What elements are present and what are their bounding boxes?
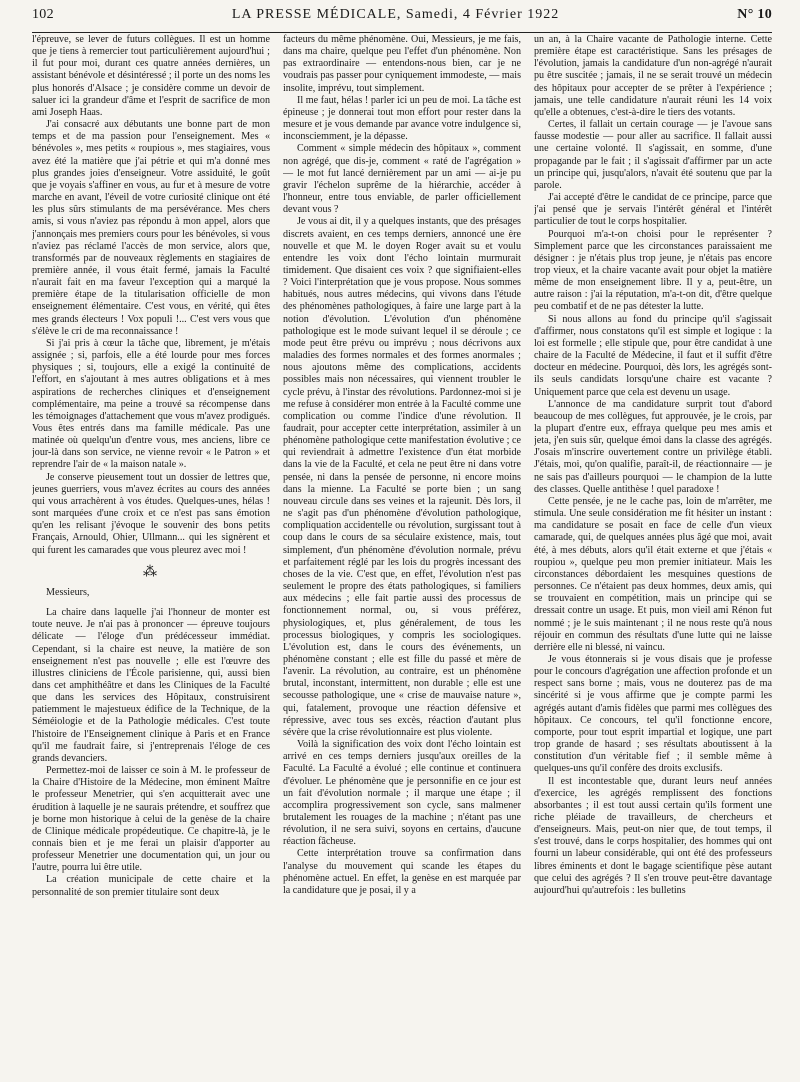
paragraph: Il est incontestable que, durant leurs neuf années d'exercice, les agrégés remplissent des fonctions absorbantes ; il est tout aussi certain qu'ils forment une riche pléiade de travailleurs, de chercheurs et d'enseigneurs. Mais, peut-on nier que, de tout temps, il s'est trouvé, dans le corps hospitalier, des hommes qui ont fourni un labeur considérable, qui ont été des professeurs libres éminents et dont le bagage scientifique pèse autant que celui des agrégés ? Il s'en trouve peut-être davantage aujourd'hui qu'autrefois : les bulletins [534,775,772,896]
paragraph: Cette interprétation trouve sa confirmation dans l'analyse du mouvement qui scande les étapes du phénomène actuel. En effet, la genèse en est marquée par la candidature que je posai, il y a [283,848,521,896]
paragraph: J'ai consacré aux débutants une bonne part de mon temps et de ma passion pour l'enseignement. Mes « bénévoles », mes petits « roupious », mes stagiaires, vous avez été la matière que j'ai pétrie et qui m'a donné mes plus grandes joies d'enseigneur. Votre assiduité, le goût que je voyais s'affiner en vous, au fur et à mesure de votre marche en avant, l'éveil de votre curiosité clinique ont été les plus sûrs stimulants de ma persévérance. Mes chers amis, si vous n'aviez pas répondu à mon appel, alors que j'annonçais mes premiers cours pour les bénévoles, si vous n'aviez pas réclamé l'accès de mon service, alors que, transformés par de nouveaux règlements en stagiaires de première année, il vous était fermé, jamais la Faculté n'aurait fait en ma faveur l'exception qui a marqué la première étape de la titularisation officielle de mon enseignement élémentaire. C'est vous, en vérité, qui êtes mes grands électeurs ! Vox populi !... C'est vers vous que s'élève le cri de ma reconnaissance ! [32,119,270,337]
paragraph: L'annonce de ma candidature surprit tout d'abord beaucoup de mes collègues, fut approuvée, je le crois, par la plupart d'entre eux, effraya quelque peu mes amis et jeta, j'en suis sûr, quelque émoi dans la classe des agrégés. J'osais m'inscrire ouvertement contre un privilège établi. J'étais, moi, qu'on qualifie, paraît-il, de réactionnaire — je ne sais pas d'ailleurs pourquoi — le champion de la lutte des classes. Quelle antithèse ! quel paradoxe ! [534,398,772,495]
paragraph: un an, à la Chaire vacante de Pathologie interne. Cette première étape est caractéristique. Sans les présages de l'évolution, jamais la candidature d'un non-agrégé n'aurait pu être suscitée ; jamais, il ne se serait trouvé un médecin des hôpitaux pour accepter de se prêter à l'expérience ; jamais, une telle candidature n'aurait réuni les 14 voix qu'elle a obtenues, c'est-à-dire le tiers des votants. [534,34,772,118]
article-columns [32,34,772,1074]
paragraph: La création municipale de cette chaire et la personnalité de son premier titulaire sont deux [32,874,270,898]
paragraph: Pourquoi m'a-t-on choisi pour le représenter ? Simplement parce que les circonstances paraissaient me désigner : je n'étais plus trop jeune, je n'étais pas encore trop vieux, et la chaire vacante avait pour objet la matière même de mon enseignement libre. Il y a, peut-être, un autre raison : j'ai la réputation, m'a-t-on dit, d'être quelque peu combatif et de ne pas détester la lutte. [534,228,772,313]
paragraph: La chaire dans laquelle j'ai l'honneur de monter est toute neuve. Je n'ai pas à prononcer — épreuve toujours délicate — l'éloge d'un prédécesseur immédiat. Cependant, si la chaire est neuve, la matière de son enseignement n'est pas nouvelle ; elle est l'œuvre des illustres cliniciens de l'École parisienne, qui, aussi bien dans cet amphithéâtre et dans les Cliniques de la Faculté que dans les services des Hôpitaux, construisirent patiemment le majestueux édifice de la Technique, de la Séméiologie et de la Pathologie médicales. C'est toute l'histoire de l'Enseignement clinique à Paris et en France qu'il me faudrait faire, si j'entreprenais l'éloge de ces grands devanciers. [32,607,270,764]
paragraph: facteurs du même phénomène. Oui, Messieurs, je me fais, dans ma chaire, quelque peu l'effet d'un phénomène. Non pas extraordinaire — entendons-nous bien, car je ne voudrais pas passer pour cyniquement immodeste, — mais insolite, imprévu, tout simplement. [283,34,521,94]
header-rule [32,32,772,33]
paragraph: l'épreuve, se lever de futurs collègues. Il est un homme que je tiens à remercier tout particulièrement aujourd'hui ; il fut pour moi, durant ces quatre années dernières, un assistant bénévole et désintéressé ; il porte un des noms les plus honorés d'Alsace ; je considère comme un devoir de saluer ici la grandeur d'âme et l'esprit de sacrifice de mon ami Joseph Haas. [32,34,270,118]
paragraph: Il me faut, hélas ! parler ici un peu de moi. La tâche est épineuse ; je donnerai tout mon effort pour rester dans la mesure et je vous demande par avance votre indulgence si, inconsciemment, je la dépasse. [283,94,521,143]
column-3 [534,34,772,1074]
journal-title: LA PRESSE MÉDICALE, Samedi, 4 Février 1922 [231,7,560,22]
column-1 [32,34,270,1074]
paragraph: Cette pensée, je ne le cache pas, loin de m'arrêter, me stimula. Une seule considération me fit hésiter un instant : ma candidature se posait en face de celle d'un vieux camarade, qui, de quelques années plus âgé que moi, avait été, à mes débuts, alors qu'il était externe et que j'étais « roupiou », quelque peu mon premier initiateur. Mais les circonstances débordaient les mesquines questions de personnes. Ce n'étaient pas deux hommes, deux amis, qui se trouvaient en compétition, mais un principe qui se dressait contre un usage. Et puis, mon vieil ami Rénon fut nommé ; je le suis maintenant ; il ne nous reste qu'à nous réjouir en commun des résultats d'une lutte qui ne laisse derrière elle ni blessé, ni vaincu. [534,495,772,653]
section-asterism: ⁂ [143,564,159,580]
paragraph: J'ai accepté d'être le candidat de ce principe, parce que j'ai pensé que je servais l'intérêt général et l'intérêt particulier de tout le corps hospitalier. [534,192,772,228]
paragraph: Je conserve pieusement tout un dossier de lettres que, jeunes guerriers, vous m'avez écrites au cours des années qui vous arrachèrent à vos études. Quelques-unes, hélas ! sont marquées d'une croix et ce n'est pas sans émotion qu'en les relisant j'évoque le souvenir des bons petits Français, Arnould, Ohier, Ullmann... qui les signèrent et qui furent les camarades que vous pleurez avec moi ! [32,471,270,556]
paragraph: Voilà la signification des voix dont l'écho lointain est arrivé en ces temps derniers jusqu'aux oreilles de la Faculté. La Faculté a évolué ; elle continue et continuera d'évoluer. Le phénomène que je personnifie en ce jour est un fait d'évolution normale ; il marque une étape ; il accomplira progressivement son cycle, sans malmener brutalement les rouages de la machine ; n'étant pas une révolution, il ne sera suivi, soyons en certains, d'aucune réaction fâcheuse. [283,739,521,848]
paragraph: Permettez-moi de laisser ce soin à M. le professeur de la Chaire d'Histoire de la Médecine, mon éminent Maître le professeur Menetrier, qui s'en acquitterait avec une érudition à laquelle je ne saurais prétendre, et souffrez que je borne mon historique à celui de la genèse de la chaire de Clinique médicale propédeutique. Ce chapitre-là, je le connais bien et je me ferai un plaisir d'apporter au professeur Menetrier une documentation qui, un jour ou l'autre, pourra lui être utile. [32,765,270,874]
paragraph: Je vous étonnerais si je vous disais que je professe pour le concours d'agrégation une affection profonde et un respect sans borne ; mais, vous ne douterez pas de ma sincérité si je vous affirme que je compte parmi les agrégés autant d'amis fidèles que parmi mes collègues des hôpitaux. Ce concours, tel qu'il fonctionne encore, comporte, pour tout esprit impartial et logique, une part trop grande de hasard ; ses résultats aboutissent à la constitution d'un véritable fief ; il semble même à quelques-uns qu'il confère des droits exclusifs. [534,653,772,775]
issue-number: N° 10 [737,7,772,22]
paragraph: Si nous allons au fond du principe qu'il s'agissait d'affirmer, nous constatons qu'il est simple et logique : la loi est formelle ; elle stipule que, pour être candidat à une chaire de la Faculté de Médecine, il faut et il suffit d'être docteur en médecine. Pourquoi, dès lors, les agrégés sont-ils seuls candidats lorsqu'une chaire est vacante ? Uniquement parce que cela est devenu un usage. [534,313,772,398]
page-header [32,0,772,30]
paragraph: Comment « simple médecin des hôpitaux », comment non agrégé, que dis-je, comment « raté de l'agrégation » — le mot fut lancé dernièrement par un ami — ai-je pu gravir l'échelon suprême de la hiérarchie, accéder à l'honneur, entre tous enviable, de parler officiellement devant vous ? [283,143,521,216]
page-number: 102 [32,7,54,22]
paragraph: Je vous ai dit, il y a quelques instants, que des présages discrets avaient, en ces temps derniers, annoncé une ère nouvelle et que M. le doyen Roger avait su et voulu entendre les voix dont l'écho lointain murmurait timidement. Que disaient ces voix ? que signifiaient-elles ? Voici l'interprétation que je vous propose. Nous sommes habitués, nous autres médecins, qui vivons dans l'étude des phénomènes pathologiques, à faire une large part à la notion d'évolution. L'évolution d'un phénomène pathologique est le mode suivant lequel il se déroule ; ce mode peut être prévu ou imprévu ; nous décrivons aux maladies des formes normales et des formes anormales ; nous ajoutons même des complications, accidents possibles mais non nécessaires, qui viennent troubler le cycle prévu, à l'instar des révolutions. Pardonnez-moi si je me refuse à considérer mon entrée à la Faculté comme une complication ou comme l'indice d'une révolution. Il faudrait, pour accepter cette interprétation, assimiler à un phénomène pathologique cette manifestation évolutive ; ce qui reviendrait à admettre l'existence d'un état morbide dans la vie de la Faculté, et cela ne peut être ni dans votre pensée, ni dans la pensée de personne, ni encore moins dans la mienne. La Faculté se porte bien ; un sang nouveau circule dans ses veines et la rajeunit. Dès lors, il ne s'agit pas d'un phénomène d'évolution pathologique, compliquation accidentelle ou révolution, surgissant tout à coup dans le cours de sa séculaire existence, mais, tout simplement, d'un phénomène d'évolution normale, prévu et parfaitement réglé par les lois du progrès incessant des choses de la vie. C'est que, en effet, l'évolution n'est pas seulement le propre des états pathologiques, si familiers aux médecins ; elle fait partie aussi des processus de fonctionnement normal, ou, si vous préférez, physiologiques, et, plus généralement, de tous les processus biologiques, y compris les sociologiques. L'évolution est, dans le cours des événements, un phénomène constant ; elle est fille du passé et mère de l'avenir. La révolution, au contraire, est un phénomène brutal, inconstant, intermittent, non durable ; elle est une secousse pathologique, une « crise de mauvaise nature », qui, fatalement, provoque une réaction défensive et répressive, avec tous ses excès, réaction d'autant plus sévère que la crise révolutionnaire est plus violente. [283,216,521,738]
paragraph: Certes, il fallait un certain courage — je l'avoue sans fausse modestie — pour aller au sacrifice. Il fallait aussi une certaine volonté. Il s'agissait, en somme, d'une propagande par le fait ; il s'agissait d'affirmer par un acte un principe qui, jusqu'alors, n'avait été soutenu que par la parole. [534,119,772,191]
paragraph: Si j'ai pris à cœur la tâche que, librement, je m'étais assignée ; si, parfois, elle a été lourde pour mes forces physiques ; si, toujours, elle a exigé la continuité de l'effort, en s'ajoutant à mes autres obligations et à mes aspirations de recherches cliniques et d'enseignement complémentaire, ma peine a trouvé sa récompense dans les témoignages d'attachement que vous m'avez prodigués. Vous êtes entrés dans ma famille médicale. Pas une matinée où quelqu'un d'entre vous, mes anciens, libre ce jour-là dans son service, ne vienne revoir « le Patron » et reprendre l'air de « la maison natale ». [32,337,270,471]
column-2 [283,34,521,1074]
salutation: Messieurs, [46,586,90,598]
